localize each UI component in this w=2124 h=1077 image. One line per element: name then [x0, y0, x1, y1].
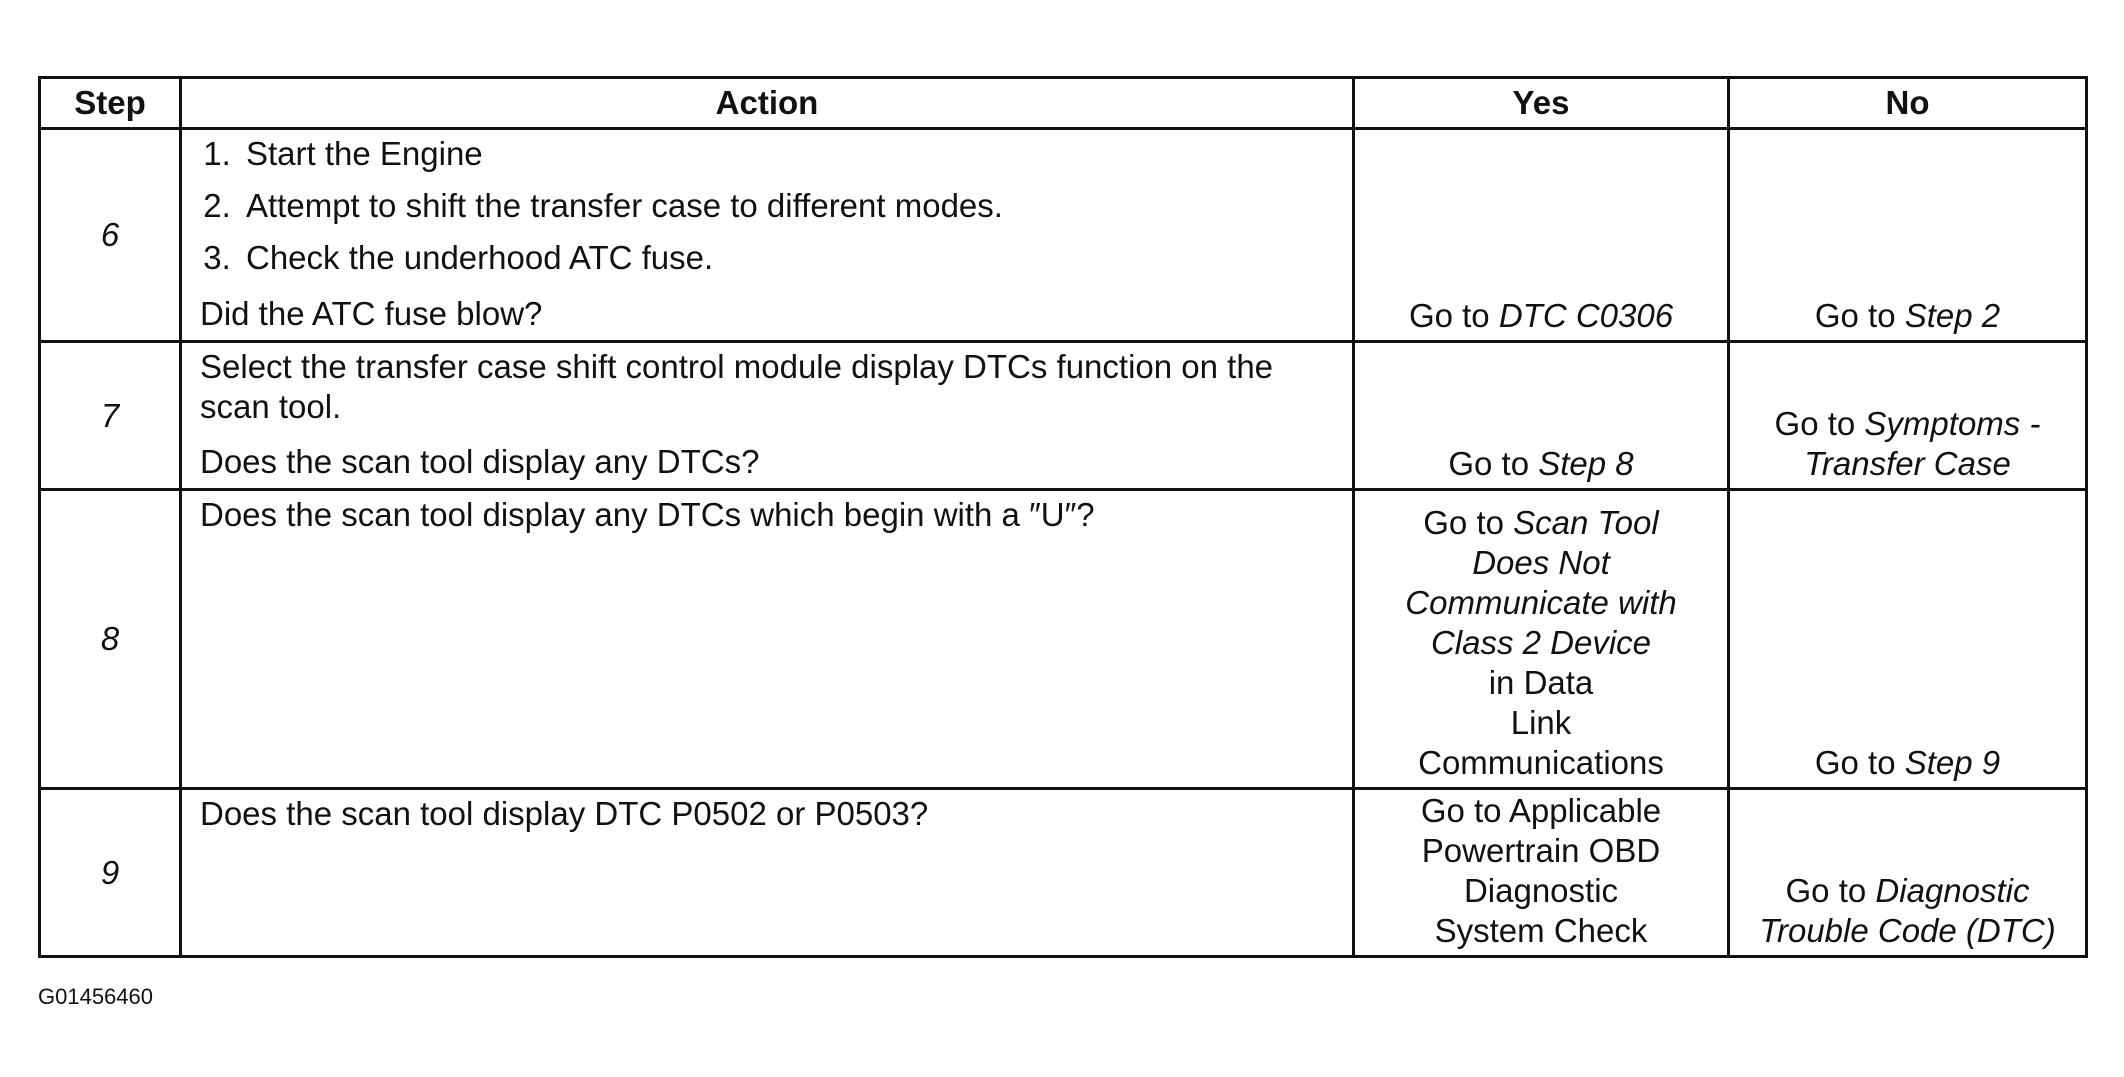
- no-link[interactable]: Step 2: [1904, 297, 2001, 334]
- table-row: [40, 342, 2087, 490]
- yes-line[interactable]: Diagnostic: [1463, 872, 1619, 909]
- list-item: 3. Check the underhood ATC fuse.: [240, 238, 1338, 278]
- action-steps-list: [200, 134, 1338, 290]
- yes-line[interactable]: System Check: [1434, 912, 1648, 949]
- list-item: 2. Attempt to shift the transfer case to different modes.: [240, 186, 1338, 226]
- yes-prefix: Go to: [1448, 445, 1539, 482]
- yes-cell: [1354, 129, 1729, 342]
- yes-link-line[interactable]: Scan Tool: [1513, 504, 1659, 541]
- yes-cell: [1354, 342, 1729, 490]
- no-cell: [1729, 490, 2087, 789]
- header-no: No: [1729, 78, 2087, 129]
- header-action: Action: [181, 78, 1354, 129]
- yes-prefix: Go to: [1408, 297, 1499, 334]
- yes-link-line[interactable]: Does Not: [1472, 544, 1610, 581]
- yes-link[interactable]: Step 8: [1538, 445, 1634, 482]
- step-number: 6: [40, 129, 181, 342]
- yes-link-line[interactable]: Communicate with: [1405, 584, 1677, 621]
- header-step: Step: [40, 78, 181, 129]
- list-item: 1. Start the Engine: [240, 134, 1338, 174]
- action-cell: [181, 129, 1354, 342]
- table-row: [40, 129, 2087, 342]
- table-row: [40, 490, 2087, 789]
- action-text: Does the scan tool display DTC P0502 or P0503?: [200, 795, 929, 832]
- header-row: [40, 78, 2087, 129]
- yes-prefix: Go to: [1423, 504, 1514, 541]
- yes-suffix-line: Communications: [1418, 744, 1664, 781]
- table-row: [40, 789, 2087, 957]
- no-link[interactable]: Step 9: [1904, 744, 2001, 781]
- step-number: 9: [40, 789, 181, 957]
- action-text: Select the transfer case shift control module display DTCs function on the scan tool.: [200, 348, 1274, 425]
- no-prefix: Go to: [1774, 405, 1865, 442]
- action-cell: [181, 789, 1354, 957]
- no-cell: [1729, 129, 2087, 342]
- header-yes: Yes: [1354, 78, 1729, 129]
- action-question: Did the ATC fuse blow?: [200, 295, 543, 332]
- yes-link[interactable]: DTC C0306: [1498, 297, 1674, 334]
- no-link-line2[interactable]: Trouble Code (DTC): [1759, 912, 2056, 949]
- action-cell: [181, 342, 1354, 490]
- no-prefix: Go to: [1814, 297, 1905, 334]
- diagnostic-table: [38, 76, 2088, 958]
- yes-cell: [1354, 490, 1729, 789]
- yes-cell: [1354, 789, 1729, 957]
- action-text: Does the scan tool display any DTCs which begin with a ″U″?: [200, 496, 1095, 533]
- no-prefix: Go to: [1785, 872, 1876, 909]
- action-cell: [181, 490, 1354, 789]
- no-cell: [1729, 342, 2087, 490]
- no-prefix: Go to: [1814, 744, 1905, 781]
- no-cell: [1729, 789, 2087, 957]
- figure-id: G01456460: [38, 984, 153, 1009]
- step-number: 8: [40, 490, 181, 789]
- yes-suffix-line: Link: [1510, 704, 1572, 741]
- action-question: Does the scan tool display any DTCs?: [200, 443, 760, 480]
- yes-suffix-line: in Data: [1488, 664, 1594, 701]
- yes-link-line[interactable]: Class 2 Device: [1430, 624, 1652, 661]
- no-link-line1[interactable]: Symptoms -: [1864, 405, 2041, 442]
- no-link-line2[interactable]: Transfer Case: [1804, 445, 2011, 482]
- no-link-line1[interactable]: Diagnostic: [1875, 872, 2030, 909]
- yes-line[interactable]: Go to Applicable: [1420, 792, 1662, 829]
- step-number: 7: [40, 342, 181, 490]
- yes-line[interactable]: Powertrain OBD: [1421, 832, 1661, 869]
